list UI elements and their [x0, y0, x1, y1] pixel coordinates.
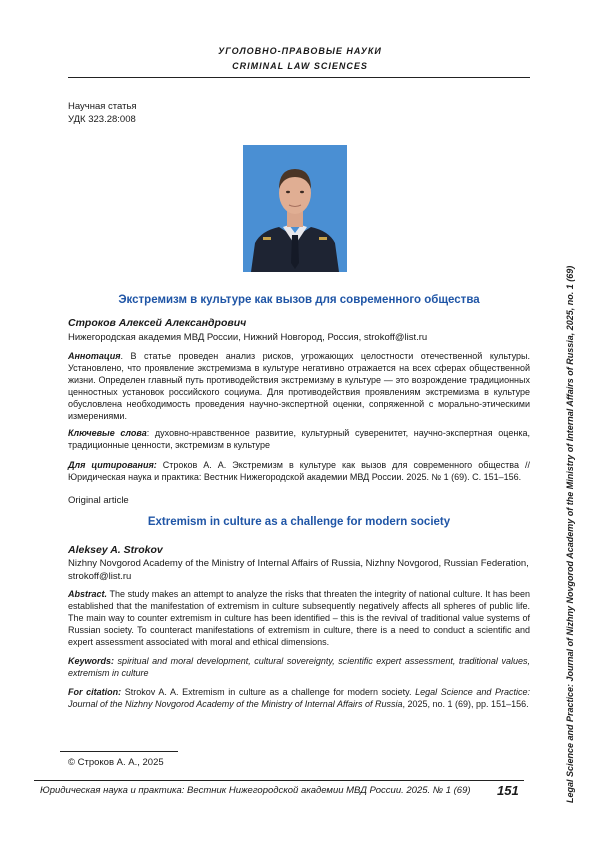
citation-ru — [68, 459, 530, 483]
author-photo — [243, 145, 347, 272]
keywords-label-en: Keywords: — [68, 656, 114, 666]
copyright-divider — [60, 751, 178, 752]
citation-journal-en: Legal Science and Practice: Journal of the Nizhny Novgorod Academy of the Ministry of Internal Affairs of Russia — [68, 687, 530, 709]
footer-divider — [34, 780, 524, 781]
article-title-ru: Экстремизм в культуре как вызов для современного общества — [68, 294, 530, 306]
article-type-en: Original article — [68, 495, 129, 506]
keywords-label-ru: Ключевые слова — [68, 428, 147, 438]
copyright: © Строков А. А., 2025 — [68, 757, 164, 768]
keywords-en — [68, 655, 530, 679]
article-title-en: Extremism in culture as a challenge for modern society — [68, 516, 530, 528]
header-divider — [68, 77, 530, 78]
author-affiliation-ru: Нижегородская академия МВД России, Нижний Новгород, Россия, strokoff@list.ru — [68, 331, 530, 344]
citation-label-en: For citation: — [68, 687, 121, 697]
section-header-en: CRIMINAL LAW SCIENCES — [0, 61, 600, 71]
abstract-text-ru: . В статье проведен анализ рисков, угрожающих целостности отечественной культуры. Установлено, что проявление экстремизма в культуре негативно отражается на всех сферах общественной жизни. Определен главный путь противодействия экстремизму в культуре — это возрождение традиционных ценностных установок российского социума. Для противодействия проявлениям экстремизма в культуре обусловлена необходимость проведения научно-экспертной оценки, сопряженной с морально-этическими измерениями. — [68, 351, 530, 421]
author-affiliation-en: Nizhny Novgorod Academy of the Ministry of Internal Affairs of Russia, Nizhny Novgorod, Russian Federation, strokoff@list.ru — [68, 557, 530, 583]
keywords-text-ru: : духовно-нравственное развитие, культурный суверенитет, научно-экспертная оценка, традиционные ценности, экстремизм в культуре — [68, 428, 530, 450]
citation-label-ru: Для цитирования: — [68, 460, 157, 470]
side-journal-title: Legal Science and Practice: Journal of Nizhny Novgorod Academy of the Ministry of Internal Affairs of Russia, 2025, no. 1 (69) — [565, 266, 575, 803]
abstract-text-en: The study makes an attempt to analyze the risks that threaten the integrity of national culture. It has been established that the manifestation of extremism in culture subsequently negatively affects all spheres of public life. The main way to counter extremism in culture has been identified – this is the revival of traditional value systems of Russian society. To counteract manifestations of extremism in culture, there is a need to conduct a scientific and expert assessment associated with moral and ethical dimensions. — [68, 589, 530, 647]
page-number: 151 — [497, 783, 519, 798]
citation-post-en: , 2025, no. 1 (69), pp. 151–156. — [403, 699, 529, 709]
citation-text-ru: Строков А. А. Экстремизм в культуре как вызов для современного общества // Юридическая наука и практика: Вестник Нижегородской академии МВД России. 2025. № 1 (69). С. 151–156. — [68, 460, 530, 482]
udc-code: УДК 323.28:008 — [68, 114, 136, 125]
section-header-ru: УГОЛОВНО-ПРАВОВЫЕ НАУКИ — [0, 46, 600, 56]
citation-en — [68, 686, 530, 710]
keywords-text-en: spiritual and moral development, cultural sovereignty, scientific expert assessment, traditional values, extremism in culture — [68, 656, 530, 678]
keywords-ru — [68, 427, 530, 451]
footer-journal: Юридическая наука и практика: Вестник Нижегородской академии МВД России. 2025. № 1 (69) — [40, 785, 471, 796]
author-name-ru: Строков Алексей Александрович — [68, 317, 246, 329]
abstract-ru — [68, 350, 530, 422]
article-type-ru: Научная статья — [68, 101, 137, 112]
abstract-label-en: Abstract. — [68, 589, 107, 599]
abstract-en — [68, 588, 530, 648]
citation-pre-en: Strokov A. A. Extremism in culture as a challenge for modern society. — [121, 687, 415, 697]
author-name-en: Aleksey A. Strokov — [68, 544, 163, 556]
abstract-label-ru: Аннотация — [68, 351, 121, 361]
